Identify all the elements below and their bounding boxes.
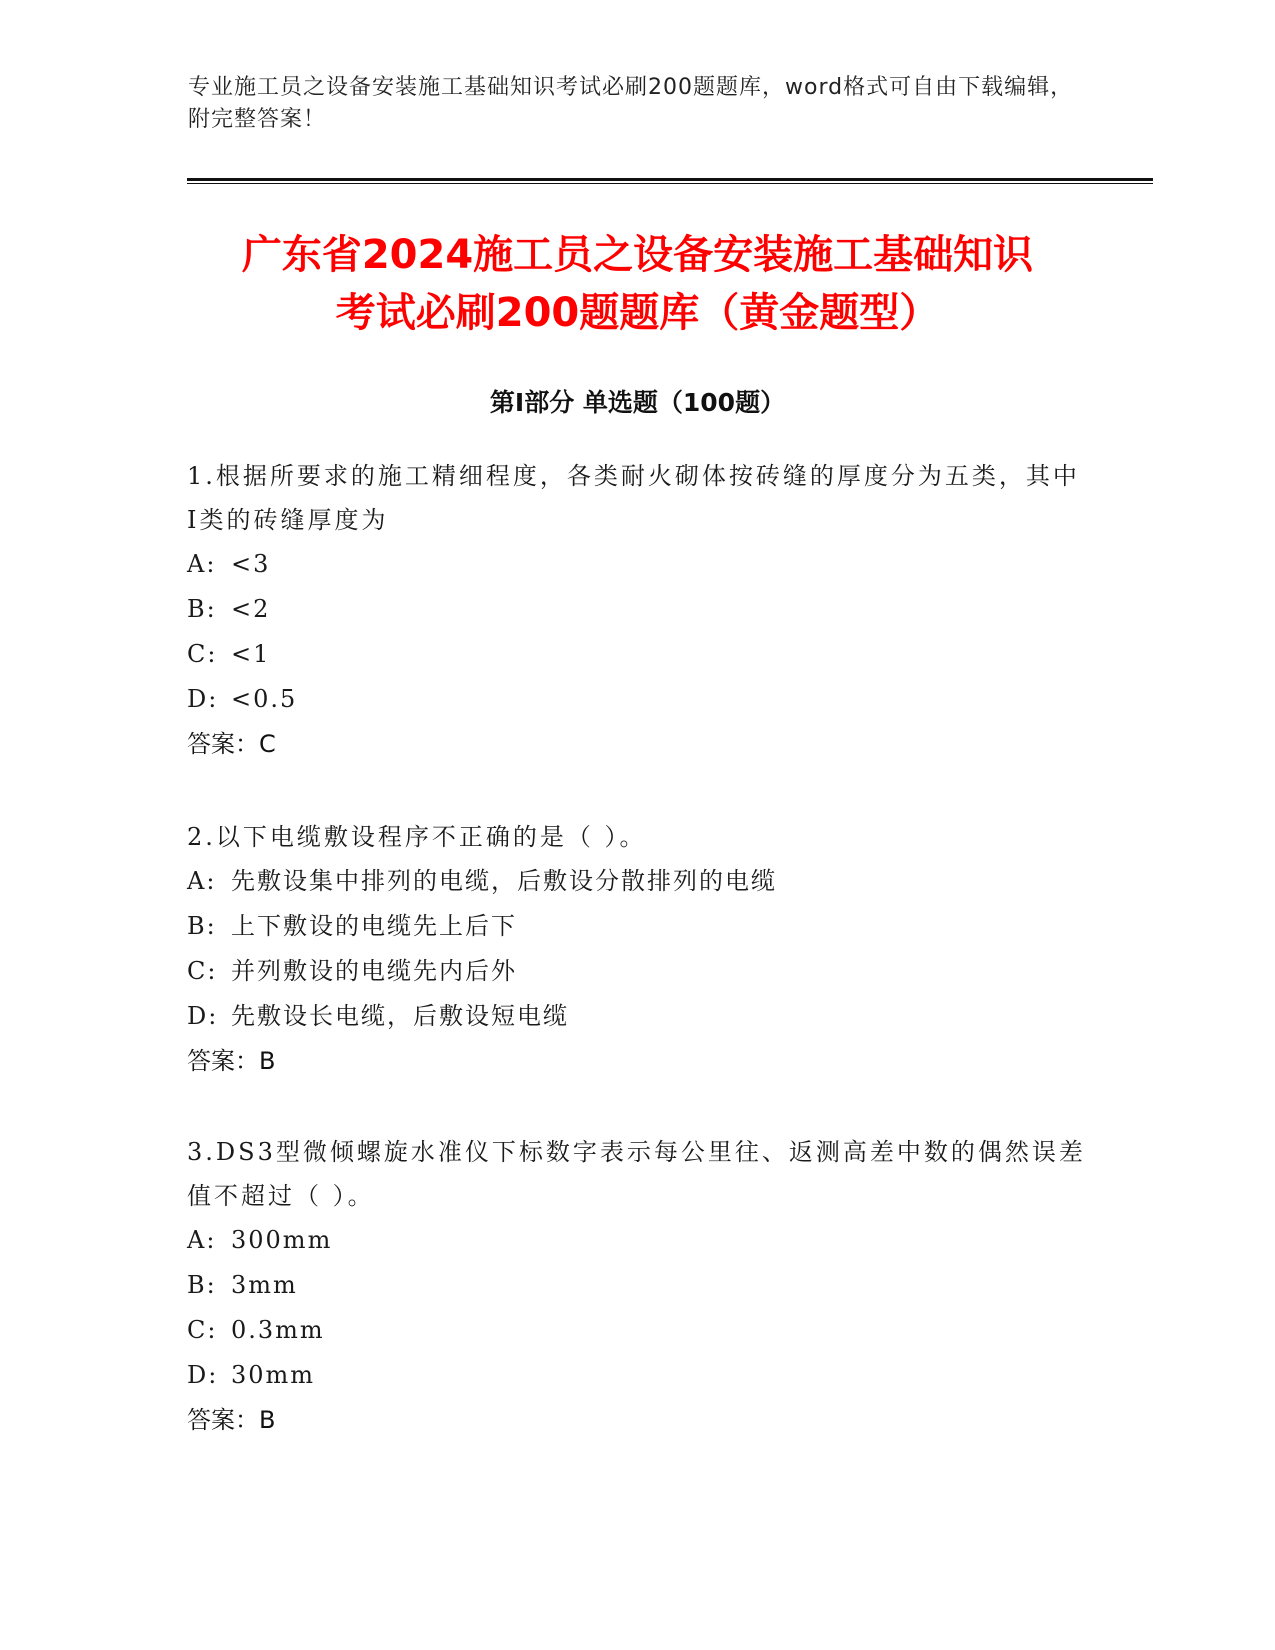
option-key: C:: [187, 1316, 218, 1344]
option-key: D:: [187, 685, 219, 713]
option-key: A:: [187, 550, 217, 578]
option-c: [187, 632, 1087, 677]
answer: 答案：B: [187, 1047, 276, 1075]
option-key: D:: [187, 1361, 219, 1389]
document-title: [170, 226, 1105, 342]
option-text: <1: [231, 640, 271, 668]
option-key: C:: [187, 957, 218, 985]
header-rule-thick: [187, 178, 1153, 181]
section-title: 第I部分 单选题（100题）: [489, 388, 786, 417]
option-text: 300mm: [231, 1226, 333, 1254]
option-d: [187, 677, 1087, 722]
question-2: [187, 815, 1087, 1083]
question-text: 1.根据所要求的施工精细程度，各类耐火砌体按砖缝的厚度分为五类，其中Ⅰ类的砖缝厚度为: [187, 462, 1080, 534]
option-text: <0.5: [231, 685, 298, 713]
option-key: C:: [187, 640, 218, 668]
option-b: [187, 1263, 1087, 1308]
option-c: [187, 949, 1087, 994]
question-text: 2.以下电缆敷设程序不正确的是（ ）。: [187, 823, 647, 851]
option-text: 上下敷设的电缆先上后下: [231, 912, 517, 940]
option-key: A:: [187, 1226, 217, 1254]
question-3: [187, 1130, 1087, 1442]
option-text: 并列敷设的电缆先内后外: [231, 957, 517, 985]
option-d: [187, 1353, 1087, 1398]
option-key: B:: [187, 595, 217, 623]
option-b: [187, 904, 1087, 949]
option-key: D:: [187, 1002, 219, 1030]
header-rule-thin: [187, 183, 1153, 184]
option-key: B:: [187, 912, 217, 940]
option-key: A:: [187, 867, 217, 895]
option-text: 先敷设长电缆，后敷设短电缆: [231, 1002, 569, 1030]
option-key: B:: [187, 1271, 217, 1299]
option-text: <3: [231, 550, 271, 578]
option-text: 30mm: [231, 1361, 316, 1389]
option-text: 先敷设集中排列的电缆，后敷设分散排列的电缆: [231, 867, 777, 895]
question-text: 3.DS3型微倾螺旋水准仪下标数字表示每公里往、返测高差中数的偶然误差值不超过（ ）。: [187, 1138, 1086, 1210]
option-a: [187, 859, 1087, 904]
document-title-line-2: 考试必刷200题题库（黄金题型）: [335, 290, 940, 336]
answer: 答案：B: [187, 1406, 276, 1434]
option-a: [187, 542, 1087, 587]
document-title-line-1: 广东省2024施工员之设备安装施工基础知识: [241, 232, 1034, 278]
option-a: [187, 1218, 1087, 1263]
option-d: [187, 994, 1087, 1039]
question-1: [187, 454, 1087, 766]
answer: 答案：C: [187, 730, 276, 758]
option-text: <2: [231, 595, 271, 623]
option-b: [187, 587, 1087, 632]
header-note: 专业施工员之设备安装施工基础知识考试必刷200题题库，word格式可自由下载编辑，附完整答案！: [188, 75, 1074, 132]
option-c: [187, 1308, 1087, 1353]
option-text: 3mm: [231, 1271, 298, 1299]
option-text: 0.3mm: [231, 1316, 325, 1344]
